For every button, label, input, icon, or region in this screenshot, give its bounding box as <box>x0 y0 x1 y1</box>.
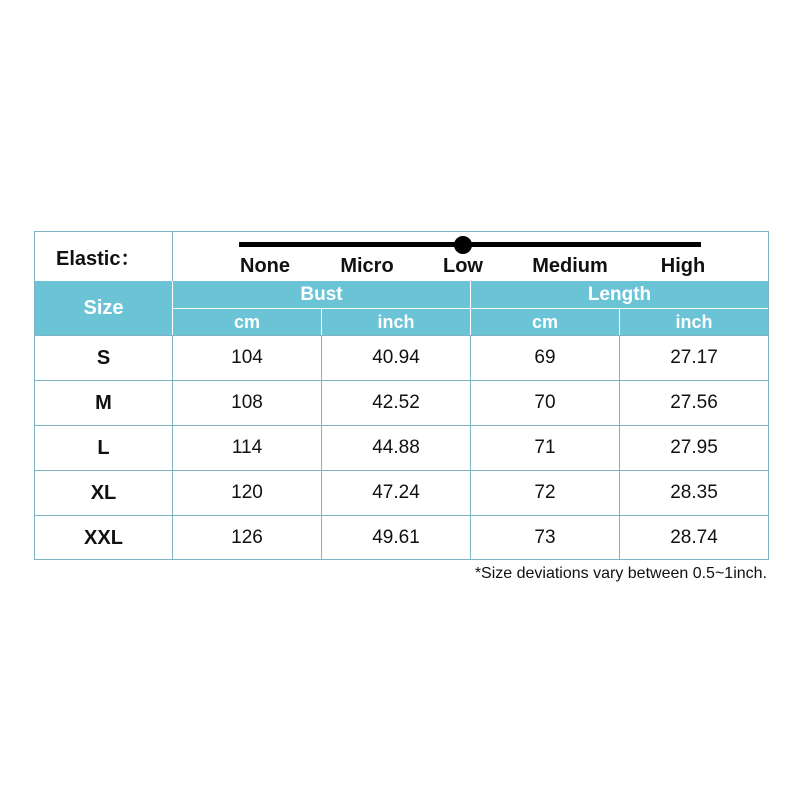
bust-inch-cell: 47.24 <box>322 471 471 515</box>
bust-cm-cell: 126 <box>173 516 322 560</box>
length-cm-cell: 70 <box>471 381 620 425</box>
elasticity-level-high: High <box>660 255 706 277</box>
size-column-header: Size <box>35 281 173 335</box>
table-row <box>35 425 768 470</box>
bust-inch-cell: 40.94 <box>322 336 471 380</box>
bust-inch-header: inch <box>322 308 471 335</box>
length-cm-cell: 72 <box>471 471 620 515</box>
elasticity-level-micro: Micro <box>340 255 394 277</box>
elasticity-level-medium: Medium <box>532 255 608 277</box>
bust-cm-cell: 114 <box>173 426 322 470</box>
length-inch-cell: 27.56 <box>670 392 718 413</box>
bust-cm-cell: 108 <box>173 381 322 425</box>
length-cm-cell: 71 <box>471 426 620 470</box>
elasticity-level-none: None <box>240 255 290 277</box>
length-header: Length <box>471 281 768 308</box>
length-cm-cell: 69 <box>471 336 620 380</box>
size-cell: L <box>35 426 173 470</box>
length-inch-cell: 27.17 <box>670 347 718 368</box>
length-cm-header: cm <box>471 308 620 335</box>
size-chart <box>34 231 769 560</box>
size-cell: XXL <box>35 516 173 560</box>
bust-cm-header: cm <box>173 308 322 335</box>
elasticity-indicator-dot <box>454 236 472 254</box>
table-row <box>35 515 768 560</box>
bust-cm-cell: 104 <box>173 336 322 380</box>
bust-inch-cell: 44.88 <box>322 426 471 470</box>
length-inch-header: inch <box>620 308 768 335</box>
size-cell: M <box>35 381 173 425</box>
table-row <box>35 470 768 515</box>
length-inch-cell: 27.95 <box>670 437 718 458</box>
size-cell: S <box>35 336 173 380</box>
bust-inch-cell: 49.61 <box>322 516 471 560</box>
elasticity-scale <box>173 232 769 281</box>
bust-inch-cell: 42.52 <box>322 381 471 425</box>
table-row <box>35 335 768 380</box>
length-cm-cell: 73 <box>471 516 620 560</box>
elasticity-level-low: Low <box>443 255 483 277</box>
size-cell: XL <box>35 471 173 515</box>
bust-header: Bust <box>173 281 471 308</box>
table-row <box>35 380 768 425</box>
elastic-label: Elastic： <box>35 232 173 281</box>
size-deviation-note: *Size deviations vary between 0.5~1inch. <box>474 565 767 582</box>
length-inch-cell: 28.35 <box>670 482 718 503</box>
length-inch-cell: 28.74 <box>670 527 718 548</box>
bust-cm-cell: 120 <box>173 471 322 515</box>
